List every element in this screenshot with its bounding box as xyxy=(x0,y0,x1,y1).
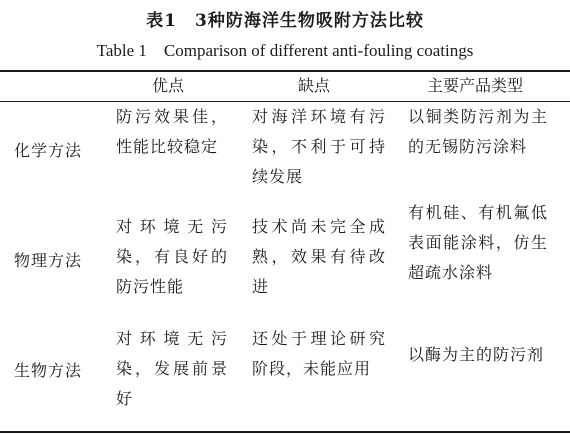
cell-physical-disadvantages: 技术尚未完全成熟，效果有待改进 xyxy=(252,217,386,296)
bottom-rule xyxy=(0,431,570,433)
cell-chemical-products: 以铜类防污剂为主的无锡防污涂料 xyxy=(408,107,548,156)
cell-biological-disadvantages: 还处于理论研究阶段，未能应用 xyxy=(252,329,386,378)
header-disadvantages: 缺点 xyxy=(298,76,331,95)
cell-chemical-advantages: 防污效果佳，性能比较稳定 xyxy=(116,107,228,156)
row-label-chemical: 化学方法 xyxy=(14,141,83,160)
table-title-cn: 表1 3种防海洋生物吸附方法比较 xyxy=(146,11,424,31)
cell-biological-advantages: 对环境无污染，发展前景好 xyxy=(116,329,228,408)
top-rule xyxy=(0,70,570,72)
table-title-en: Table 1 Comparison of different anti-fouling coatings xyxy=(96,41,474,60)
cell-physical-advantages: 对环境无污染，有良好的防污性能 xyxy=(116,217,228,296)
row-label-biological: 生物方法 xyxy=(14,361,83,380)
cell-chemical-disadvantages: 对海洋环境有污染，不利于可持续发展 xyxy=(252,107,386,186)
cell-biological-products: 以酶为主的防污剂 xyxy=(408,345,545,364)
cell-physical-products: 有机硅、有机氟低表面能涂料，仿生超疏水涂料 xyxy=(408,203,548,282)
row-label-physical: 物理方法 xyxy=(14,251,83,270)
header-advantages: 优点 xyxy=(152,76,185,95)
header-products: 主要产品类型 xyxy=(427,76,524,95)
